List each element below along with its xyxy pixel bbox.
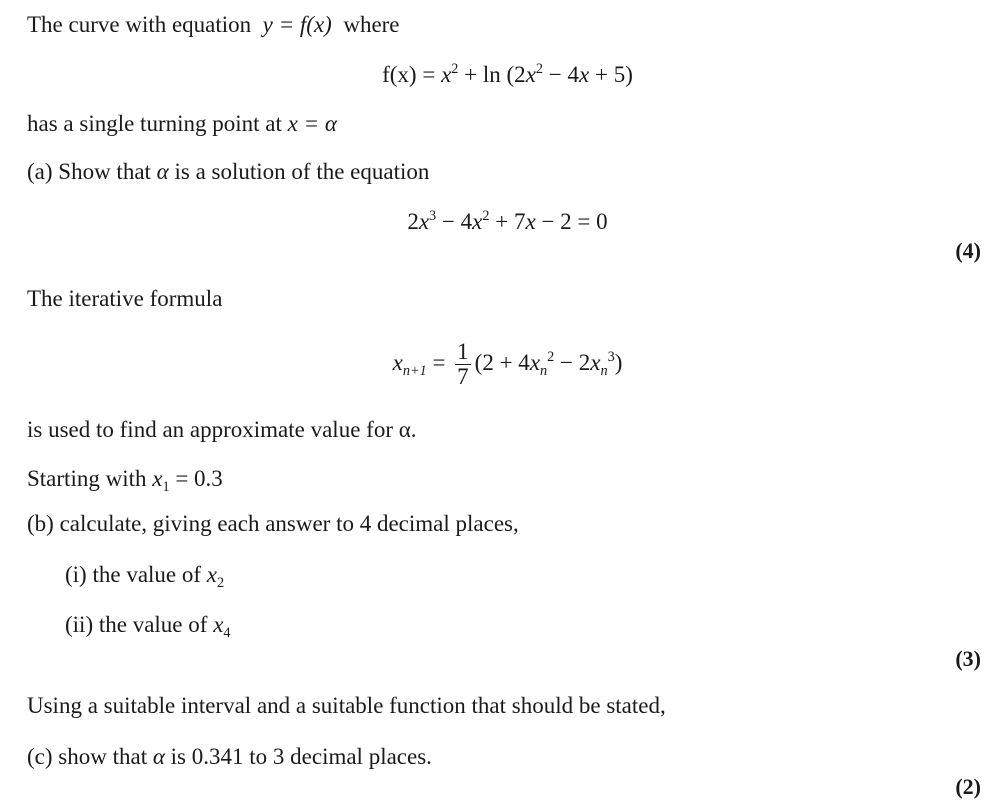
part-c-alpha: α: [152, 744, 165, 769]
cubic-x3: x: [525, 209, 536, 234]
part-c-text-before: show that: [52, 744, 153, 769]
iter-lhs-x: x: [392, 349, 403, 375]
iter-equals: =: [426, 349, 452, 375]
part-c-marks: (2): [955, 774, 981, 799]
iter-rhs-sup1: 2: [547, 349, 555, 366]
part-b-i-label: (i): [65, 562, 87, 587]
y-equals-fx: y = f(x): [262, 12, 332, 37]
f-x: x: [441, 62, 452, 87]
iter-rhs-sub2: n: [600, 362, 608, 379]
part-c-text-after: is 0.341 to 3 decimal places.: [164, 744, 432, 769]
start-text: Starting with: [27, 466, 153, 491]
part-b-ii-label: (ii): [65, 612, 94, 637]
part-b-i-x: x: [206, 562, 218, 587]
f-ln: + ln (2: [458, 62, 526, 87]
curve-intro-text: The curve with equation: [27, 12, 252, 37]
part-b-question: [27, 512, 519, 535]
cubic-p7: + 7: [489, 209, 526, 234]
start-x: x: [152, 466, 163, 491]
part-b-label: (b): [27, 511, 54, 536]
iter-rhs-x1: x: [529, 349, 541, 375]
part-c-label: (c): [27, 744, 53, 769]
iter-lhs-sub: n+1: [402, 362, 427, 379]
part-b-marks: (3): [955, 646, 981, 671]
cubic-m4: − 4: [436, 209, 473, 234]
f-sq: 2: [451, 61, 459, 78]
starting-value-line: [27, 466, 223, 495]
part-b-ii-text: the value of: [93, 612, 214, 637]
f-rest-a: − 4: [543, 62, 580, 87]
part-a-question: [27, 160, 429, 183]
alpha-symbol: α: [156, 159, 169, 184]
iter-rhs-sup2: 3: [607, 349, 615, 366]
part-a-label: (a): [27, 159, 53, 184]
part-c-preamble: Using a suitable interval and a suitable function that should be stated,: [27, 693, 666, 718]
one-seventh-fraction: [455, 340, 471, 389]
part-b-i-sub: 2: [217, 574, 225, 591]
iter-rhs-minus: − 2: [554, 349, 591, 375]
part-a-marks: (4): [955, 238, 981, 263]
frac-numerator: 1: [457, 339, 469, 364]
iterative-formula: [0, 340, 1005, 389]
used-to-find-line: is used to find an approximate value for α.: [27, 417, 417, 442]
part-b-text: calculate, giving each answer to 4 decimal places,: [53, 511, 519, 536]
cubic-exp3: 3: [429, 208, 437, 225]
f-sq2: 2: [535, 61, 544, 78]
part-b-i: [65, 562, 225, 591]
cubic-tail: − 2 = 0: [535, 209, 608, 234]
turning-eq: x = α: [287, 111, 337, 136]
where-text: where: [343, 12, 400, 37]
f-lhs: f(x) =: [382, 62, 442, 87]
cubic-equation: [0, 210, 1005, 233]
part-a-text-before: Show that: [52, 159, 157, 184]
cubic-x2: x: [472, 209, 483, 234]
cubic-x1: x: [418, 209, 430, 234]
part-b-ii: [65, 612, 231, 641]
curve-intro-line: [27, 13, 400, 36]
turning-text: has a single turning point at: [27, 111, 288, 136]
f-x3: x: [579, 62, 590, 87]
frac-denominator: 7: [457, 364, 469, 390]
function-definition: [0, 63, 1005, 86]
cubic-exp2: 2: [482, 208, 490, 225]
part-b-ii-x: x: [213, 612, 224, 637]
iter-rhs-x2: x: [590, 349, 601, 375]
part-b-ii-sub: 4: [223, 624, 231, 641]
iter-rhs-sub1: n: [540, 362, 548, 379]
f-rest-b: + 5): [589, 62, 633, 87]
part-c-question: [27, 745, 432, 768]
part-a-text-after: is a solution of the equation: [168, 159, 430, 184]
cubic-coef: 2: [407, 209, 419, 234]
start-sub: 1: [162, 478, 170, 495]
iter-rhs-close: ): [614, 349, 623, 375]
turning-point-line: [27, 112, 337, 135]
part-b-i-text: the value of: [86, 562, 207, 587]
iter-rhs-open: (2 + 4: [474, 349, 530, 375]
f-x2: x: [525, 62, 536, 87]
start-val: = 0.3: [169, 466, 223, 491]
iterative-intro: The iterative formula: [27, 286, 223, 311]
